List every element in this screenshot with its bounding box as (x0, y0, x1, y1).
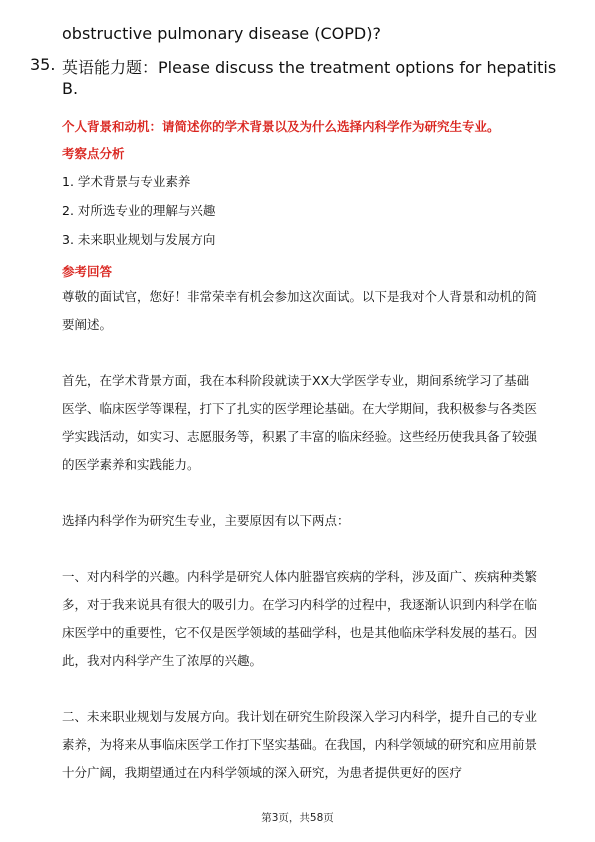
paragraph: 一、对内科学的兴趣。内科学是研究人体内脏器官疾病的学科，涉及面广、疾病种类繁多，对于我来说具有很大的吸引力。在学习内科学的过程中，我逐渐认识到内科学在临床医学中的重要性，它不仅是医学领域的基础学科，也是其他临床学科发展的基石。因此，我对内科学产生了浓厚的兴趣。 (62, 569, 538, 668)
paragraph: 选择内科学作为研究生专业，主要原因有以下两点： (62, 513, 350, 528)
paragraph: 二、未来职业规划与发展方向。我计划在研究生阶段深入学习内科学，提升自己的专业素养，为将来从事临床医学工作打下坚实基础。在我国，内科学领域的研究和应用前景十分广阔，我期望通过在内科学领域的深入研究，为患者提供更好的医疗 (62, 709, 538, 780)
analysis-item: 1. 学术背景与专业素养 (62, 174, 191, 189)
section-title: 个人背景和动机：请简述你的学术背景以及为什么选择内科学作为研究生专业。 (62, 119, 500, 134)
question-continuation: obstructive pulmonary disease (COPD)? (62, 24, 381, 43)
analysis-item: 2. 对所选专业的理解与兴趣 (62, 203, 216, 218)
question-text-line-1: 英语能力题：Please discuss the treatment options for hepatitis (62, 58, 557, 77)
paragraph: 首先，在学术背景方面，我在本科阶段就读于XX大学医学专业，期间系统学习了基础医学、临床医学等课程，打下了扎实的医学理论基础。在大学期间，我积极参与各类医学实践活动，如实习、志愿服务等，积累了丰富的临床经验。这些经历使我具备了较强的医学素养和实践能力。 (62, 373, 538, 472)
question-text-line-2: B. (62, 79, 79, 98)
page-footer: 第3页，共58页 (261, 812, 334, 824)
analysis-item: 3. 未来职业规划与发展方向 (62, 232, 216, 247)
analysis-heading: 考察点分析 (62, 146, 125, 161)
paragraph: 尊敬的面试官，您好！非常荣幸有机会参加这次面试。以下是我对个人背景和动机的简要阐述。 (62, 289, 538, 332)
reference-heading: 参考回答 (62, 264, 113, 279)
question-number: 35. (30, 55, 56, 74)
